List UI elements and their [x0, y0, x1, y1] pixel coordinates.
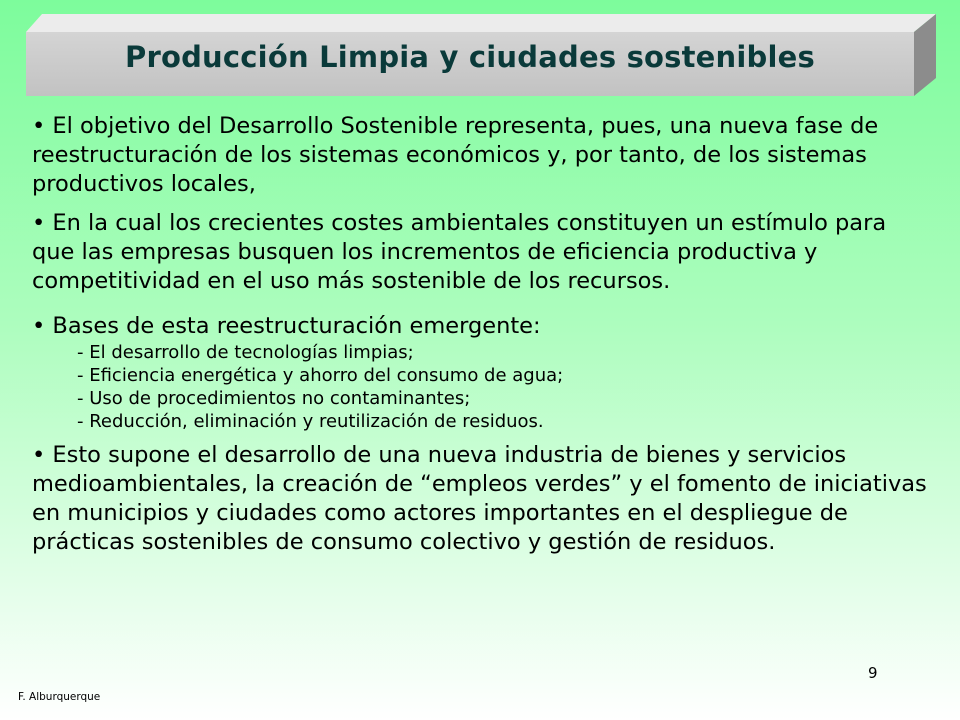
list-item: - Uso de procedimientos no contaminantes; [77, 388, 471, 409]
paragraph-objetivo: • El objetivo del Desarrollo Sostenible representa, pues, una nueva fase de reestructuración de los sistemas económicos y, por tanto, de los sistemas productivos locales, [32, 113, 879, 197]
paragraph-bases: • Bases de esta reestructuración emergente: [32, 313, 541, 339]
list-item: - Eficiencia energética y ahorro del consumo de agua; [77, 365, 564, 386]
list-item: - El desarrollo de tecnologías limpias; [77, 342, 414, 363]
author-footer: F. Alburquerque [18, 691, 101, 703]
paragraph-industria: • Esto supone el desarrollo de una nueva industria de bienes y servicios medioambientales, la creación de “empleos verdes” y el fomento de iniciativas en municipios y ciudades como actores importantes en el despliegue de prácticas sostenibles de consumo colectivo y gestión de residuos. [32, 442, 927, 555]
title-box [26, 14, 936, 96]
list-item: - Reducción, eliminación y reutilización de residuos. [77, 411, 544, 432]
bases-list [32, 341, 932, 433]
slide-title: Producción Limpia y ciudades sostenibles [125, 40, 815, 74]
page-number: 9 [868, 664, 878, 682]
paragraph-costes: • En la cual los crecientes costes ambientales constituyen un estímulo para que las empresas busquen los incrementos de eficiencia productiva y competitividad en el uso más sostenible de los recursos. [32, 210, 887, 294]
slide-body [32, 112, 932, 557]
